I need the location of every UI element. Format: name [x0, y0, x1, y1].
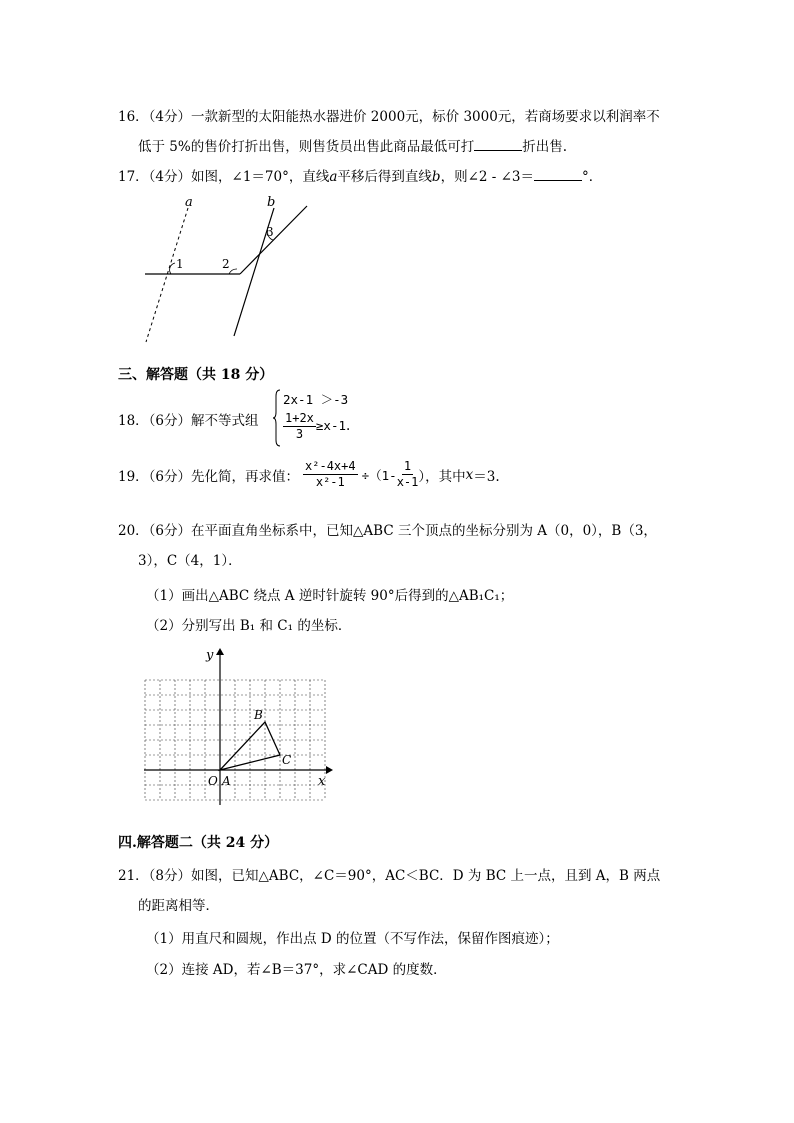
- label-x: x: [318, 774, 326, 789]
- q17-line-a: [146, 208, 188, 342]
- label-b: B: [254, 708, 263, 722]
- q16-answer-blank: [474, 136, 522, 151]
- q17-text-d: °．: [582, 169, 603, 185]
- x-axis-arrow-icon: [326, 766, 333, 774]
- q21-sub1: （1）用直尺和圆规，作出点 D 的位置（不写作法，保留作图痕迹）；: [146, 931, 559, 947]
- q17-text: [118, 165, 602, 185]
- q17-var-a: a: [329, 169, 338, 185]
- q17-bent-line: [240, 206, 307, 274]
- q17-text-c: ，则∠2 - ∠3＝: [440, 169, 535, 185]
- q17-var-b: b: [431, 169, 441, 185]
- q19-cond-val: ＝3.: [473, 468, 500, 485]
- q18-frac-den: 3: [295, 427, 304, 442]
- q20-sub2: （2）分别写出 B₁ 和 C₁ 的坐标．: [146, 618, 352, 634]
- y-axis-arrow-icon: [216, 648, 224, 655]
- q18-frac-num: 1+2x: [283, 412, 316, 427]
- q19-fraction: [303, 460, 358, 489]
- section3-title: 三、解答题（共 18 分）: [118, 367, 274, 383]
- q16-line2: [138, 135, 567, 155]
- q16-text-end: 折出售.: [522, 139, 568, 155]
- section4-title: 四.解答题二（共 24 分）: [118, 835, 279, 851]
- q19-inner-num: 1: [402, 460, 413, 475]
- q19-line: [118, 460, 500, 489]
- q19-inner-den: x-1: [396, 475, 419, 490]
- label-c: C: [282, 753, 292, 767]
- q20-coordinate-grid: [140, 645, 340, 810]
- q20-line1: 20．（6分）在平面直角坐标系中，已知△ABC 三个顶点的坐标分别为 A（0，0），B（3，: [118, 523, 657, 539]
- q16-line1: 16．（4分）一款新型的太阳能热水器进价 2000元，标价 3000元，若商场要求以利润率不: [118, 109, 660, 125]
- q17-angle1-arc: [170, 263, 175, 274]
- q17-label-a: a: [185, 195, 193, 210]
- q17-figure: [130, 190, 320, 345]
- q18-fraction: [283, 412, 316, 441]
- q18-suffix: .: [346, 418, 351, 435]
- q17-label-1: 1: [176, 257, 184, 271]
- q20-line2: 3），C（4，1）．: [138, 553, 242, 569]
- q20-sub1: （1）画出△ABC 绕点 A 逆时针旋转 90°后得到的△AB₁C₁；: [146, 588, 514, 604]
- q19-num: x²-4x+4: [303, 460, 358, 475]
- q17-text-a: 17．（4分）如图，∠1＝70°，直线: [118, 169, 330, 185]
- q17-answer-blank: [534, 166, 582, 181]
- q18-prefix: 18．（6分）解不等式组: [118, 413, 259, 429]
- label-a: A: [222, 774, 231, 788]
- q21-sub2: （2）连接 AD，若∠B＝37°，求∠CAD 的度数．: [146, 962, 447, 978]
- label-o: O: [208, 774, 218, 788]
- q18-inequality-1: 2x-1 ＞-3: [283, 392, 349, 407]
- q19-prefix: 19．（6分）先化简，再求值：: [118, 468, 300, 485]
- q18-brace: [272, 388, 282, 448]
- q19-div: ÷（1-: [361, 467, 397, 483]
- q17-label-3: 3: [266, 225, 274, 239]
- q17-label-b: b: [267, 195, 276, 210]
- q18-ineq2-rest: ≥x-1: [315, 418, 347, 434]
- label-y: y: [206, 648, 214, 663]
- q21-line2: 的距离相等．: [138, 898, 219, 914]
- q17-angle2-arc: [229, 269, 237, 274]
- q19-inner-fraction: [397, 460, 419, 489]
- q19-cond-var: x: [465, 466, 474, 483]
- q19-den: x²-1: [315, 475, 345, 490]
- q16-text: 低于 5%的售价打折出售，则售货员出售此商品最低可打: [138, 139, 475, 155]
- q19-close: ），其中: [418, 468, 466, 485]
- grid-lines: [145, 680, 325, 800]
- q18-inequality-2: [283, 412, 350, 441]
- q17-text-b: 平移后得到直线: [337, 169, 432, 185]
- q17-label-2: 2: [222, 257, 230, 271]
- q21-line1: 21．（8分）如图，已知△ABC，∠C＝90°，AC＜BC．D 为 BC 上一点，且到 A，B 两点: [118, 868, 661, 884]
